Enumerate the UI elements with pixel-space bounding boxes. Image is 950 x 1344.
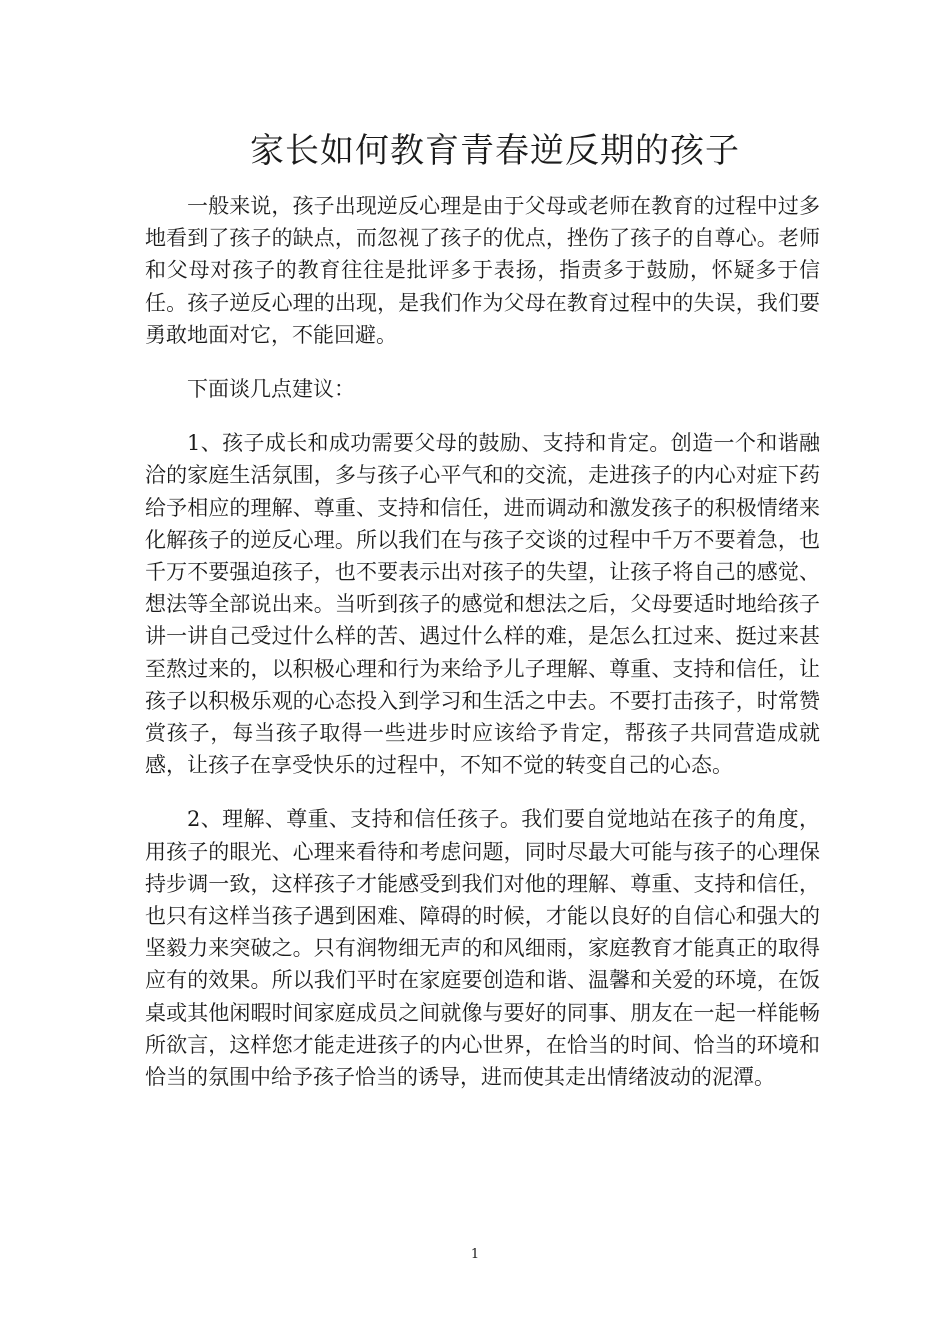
document-body [145, 190, 820, 1115]
page-number: 1 [470, 1247, 480, 1262]
paragraph-suggestion-1: 1、孩子成长和成功需要父母的鼓励、支持和肯定。创造一个和谐融洽的家庭生活氛围，多与孩子心平气和的交流，走进孩子的内心对症下药给予相应的理解、尊重、支持和信任，进而调动和激发孩子的积极情绪来化解孩子的逆反心理。所以我们在与孩子交谈的过程中千万不要着急，也千万不要强迫孩子，也不要表示出对孩子的失望，让孩子将自己的感觉、想法等全部说出来。当听到孩子的感觉和想法之后，父母要适时地给孩子讲一讲自己受过什么样的苦、遇过什么样的难，是怎么扛过来、挺过来甚至熬过来的，以积极心理和行为来给予儿子理解、尊重、支持和信任，让孩子以积极乐观的心态投入到学习和生活之中去。不要打击孩子，时常赞赏孩子，每当孩子取得一些进步时应该给予肯定，帮孩子共同营造成就感，让孩子在享受快乐的过程中，不知不觉的转变自己的心态。 [145, 431, 820, 778]
paragraph-intro: 一般来说，孩子出现逆反心理是由于父母或老师在教育的过程中过多地看到了孩子的缺点，而忽视了孩子的优点，挫伤了孩子的自尊心。老师和父母对孩子的教育往往是批评多于表扬，指责多于鼓励，怀疑多于信任。孩子逆反心理的出现，是我们作为父母在教育过程中的失误，我们要勇敢地面对它，不能回避。 [145, 194, 820, 347]
paragraph-suggestion-2: 2、理解、尊重、支持和信任孩子。我们要自觉地站在孩子的角度，用孩子的眼光、心理来看待和考虑问题，同时尽最大可能与孩子的心理保持步调一致，这样孩子才能感受到我们对他的理解、尊重、支持和信任，也只有这样当孩子遇到困难、障碍的时候，才能以良好的自信心和强大的坚毅力来突破之。只有润物细无声的和风细雨，家庭教育才能真正的取得应有的效果。所以我们平时在家庭要创造和谐、温馨和关爱的环境，在饭桌或其他闲暇时间家庭成员之间就像与要好的同事、朋友在一起一样能畅所欲言，这样您才能走进孩子的内心世界，在恰当的时间、恰当的环境和恰当的氛围中给予孩子恰当的诱导，进而使其走出情绪波动的泥潭。 [145, 807, 820, 1090]
paragraph-suggestions-heading: 下面谈几点建议： [187, 377, 355, 402]
document-title: 家长如何教育青春逆反期的孩子 [250, 131, 740, 171]
